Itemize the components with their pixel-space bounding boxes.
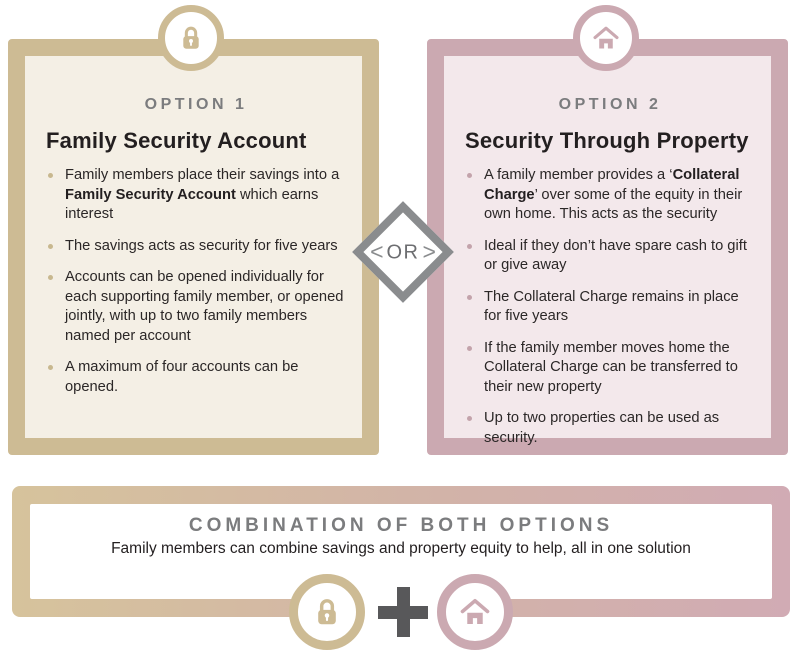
bullet-text: If the family member moves home the Collateral Charge can be transferred to their new property (484, 339, 738, 395)
option1-title: Family Security Account (46, 128, 307, 153)
bullet-item (465, 166, 755, 225)
combination-heading: COMBINATION OF BOTH OPTIONS (188, 515, 614, 536)
bullet-dot-icon (48, 173, 53, 178)
lock-icon (177, 24, 205, 52)
bullet-text: Family members place their savings into a Family Security Account which earns interest (65, 167, 340, 222)
combination-lock-badge (289, 574, 365, 650)
option1-eyebrow: OPTION 1 (144, 96, 248, 113)
bullet-text: The Collateral Charge remains in place for five years (484, 288, 739, 324)
option1-badge (158, 5, 224, 71)
bullet-item (465, 339, 755, 398)
chevron-left-icon: < (370, 238, 384, 265)
bullet-dot-icon (467, 416, 472, 421)
bullet-item (465, 409, 755, 448)
plus-icon (378, 587, 428, 637)
option1-bullet-list (46, 166, 346, 397)
option2-content (444, 56, 771, 448)
option2-title: Security Through Property (465, 128, 749, 153)
option1-content (25, 56, 362, 397)
bullet-dot-icon (48, 275, 53, 280)
bullet-dot-icon (467, 173, 472, 178)
bullet-item (46, 268, 346, 346)
plus-vertical-bar (397, 587, 410, 637)
option2-panel (427, 39, 788, 455)
house-icon (459, 596, 491, 628)
option2-eyebrow: OPTION 2 (558, 96, 662, 113)
bullet-text: Ideal if they don’t have spare cash to gift or give away (484, 237, 747, 273)
combination-subtext: Family members can combine savings and property equity to help, all in one solution (111, 540, 691, 557)
or-label: OR (386, 241, 420, 263)
house-icon (592, 24, 620, 52)
or-text (370, 238, 436, 265)
bullet-text: The savings acts as security for five years (65, 237, 338, 254)
bullet-item (46, 166, 346, 225)
lock-icon (311, 596, 343, 628)
bullet-dot-icon (48, 244, 53, 249)
bullet-item (465, 237, 755, 276)
bullet-text: Up to two properties can be used as security. (484, 410, 720, 446)
bullet-item (46, 237, 346, 257)
chevron-right-icon: > (422, 238, 436, 265)
bullet-text: A family member provides a ‘Collateral Charge’ over some of the equity in their own home. This acts as the security (484, 167, 743, 222)
bullet-item (46, 358, 346, 397)
combination-house-badge (437, 574, 513, 650)
bullet-dot-icon (467, 346, 472, 351)
bullet-dot-icon (467, 244, 472, 249)
bullet-dot-icon (467, 295, 472, 300)
bullet-text: Accounts can be opened individually for each supporting family member, or opened jointly, with up to two family members named per account (65, 269, 344, 344)
option2-bullet-list (465, 166, 755, 448)
bullet-dot-icon (48, 365, 53, 370)
bullet-item (465, 288, 755, 327)
bullet-text: A maximum of four accounts can be opened. (65, 359, 299, 395)
option1-panel (8, 39, 379, 455)
option2-badge (573, 5, 639, 71)
combination-inner (30, 504, 772, 599)
